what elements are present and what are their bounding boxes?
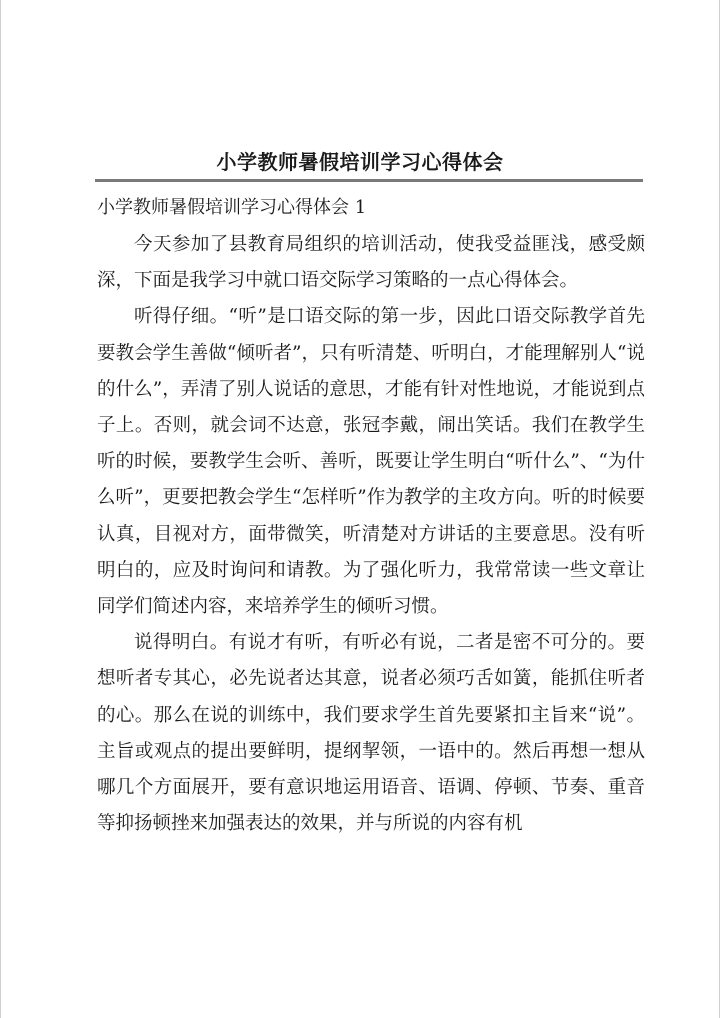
paragraph-intro: 今天参加了县教育局组织的培训活动，使我受益匪浅，感受颇深，下面是我学习中就口语交际学习策略的一点心得体会。 [97,234,645,292]
document-title: 小学教师暑假培训学习心得体会 [216,150,504,174]
paragraph-listening: 听得仔细。“听”是口语交际的第一步，因此口语交际教学首先要教会学生善做“倾听者”，只有听清楚、听明白，才能理解别人“说的什么”，弄清了别人说话的意思，才能有针对性地说，才能说到点子上。否则，就会词不达意，张冠李戴，闹出笑话。我们在教学生听的时候，要教学生会听、善听，既要让学生明白“听什么”、“为什么听”，更要把教会学生“怎样听”作为教学的主攻方向。听的时候要认真，目视对方，面带微笑，听清楚对方讲话的主要意思。没有听明白的，应及时询问和请教。为了强化听力，我常常读一些文章让同学们简述内容，来培养学生的倾听习惯。 [97,306,645,618]
document-body [97,227,645,842]
section-heading: 小学教师暑假培训学习心得体会 1 [97,197,367,218]
paragraph-speaking: 说得明白。有说才有听，有听必有说，二者是密不可分的。要想听者专其心，必先说者达其意，说者必须巧舌如簧，能抓住听者的心。那么在说的训练中，我们要求学生首先要紧扣主旨来“说”。主旨或观点的提出要鲜明，提纲挈领，一语中的。然后再想一想从哪几个方面展开，要有意识地运用语音、语调、停顿、节奏、重音等抑扬顿挫来加强表达的效果，并与所说的内容有机 [97,632,645,835]
title-divider [95,179,643,182]
